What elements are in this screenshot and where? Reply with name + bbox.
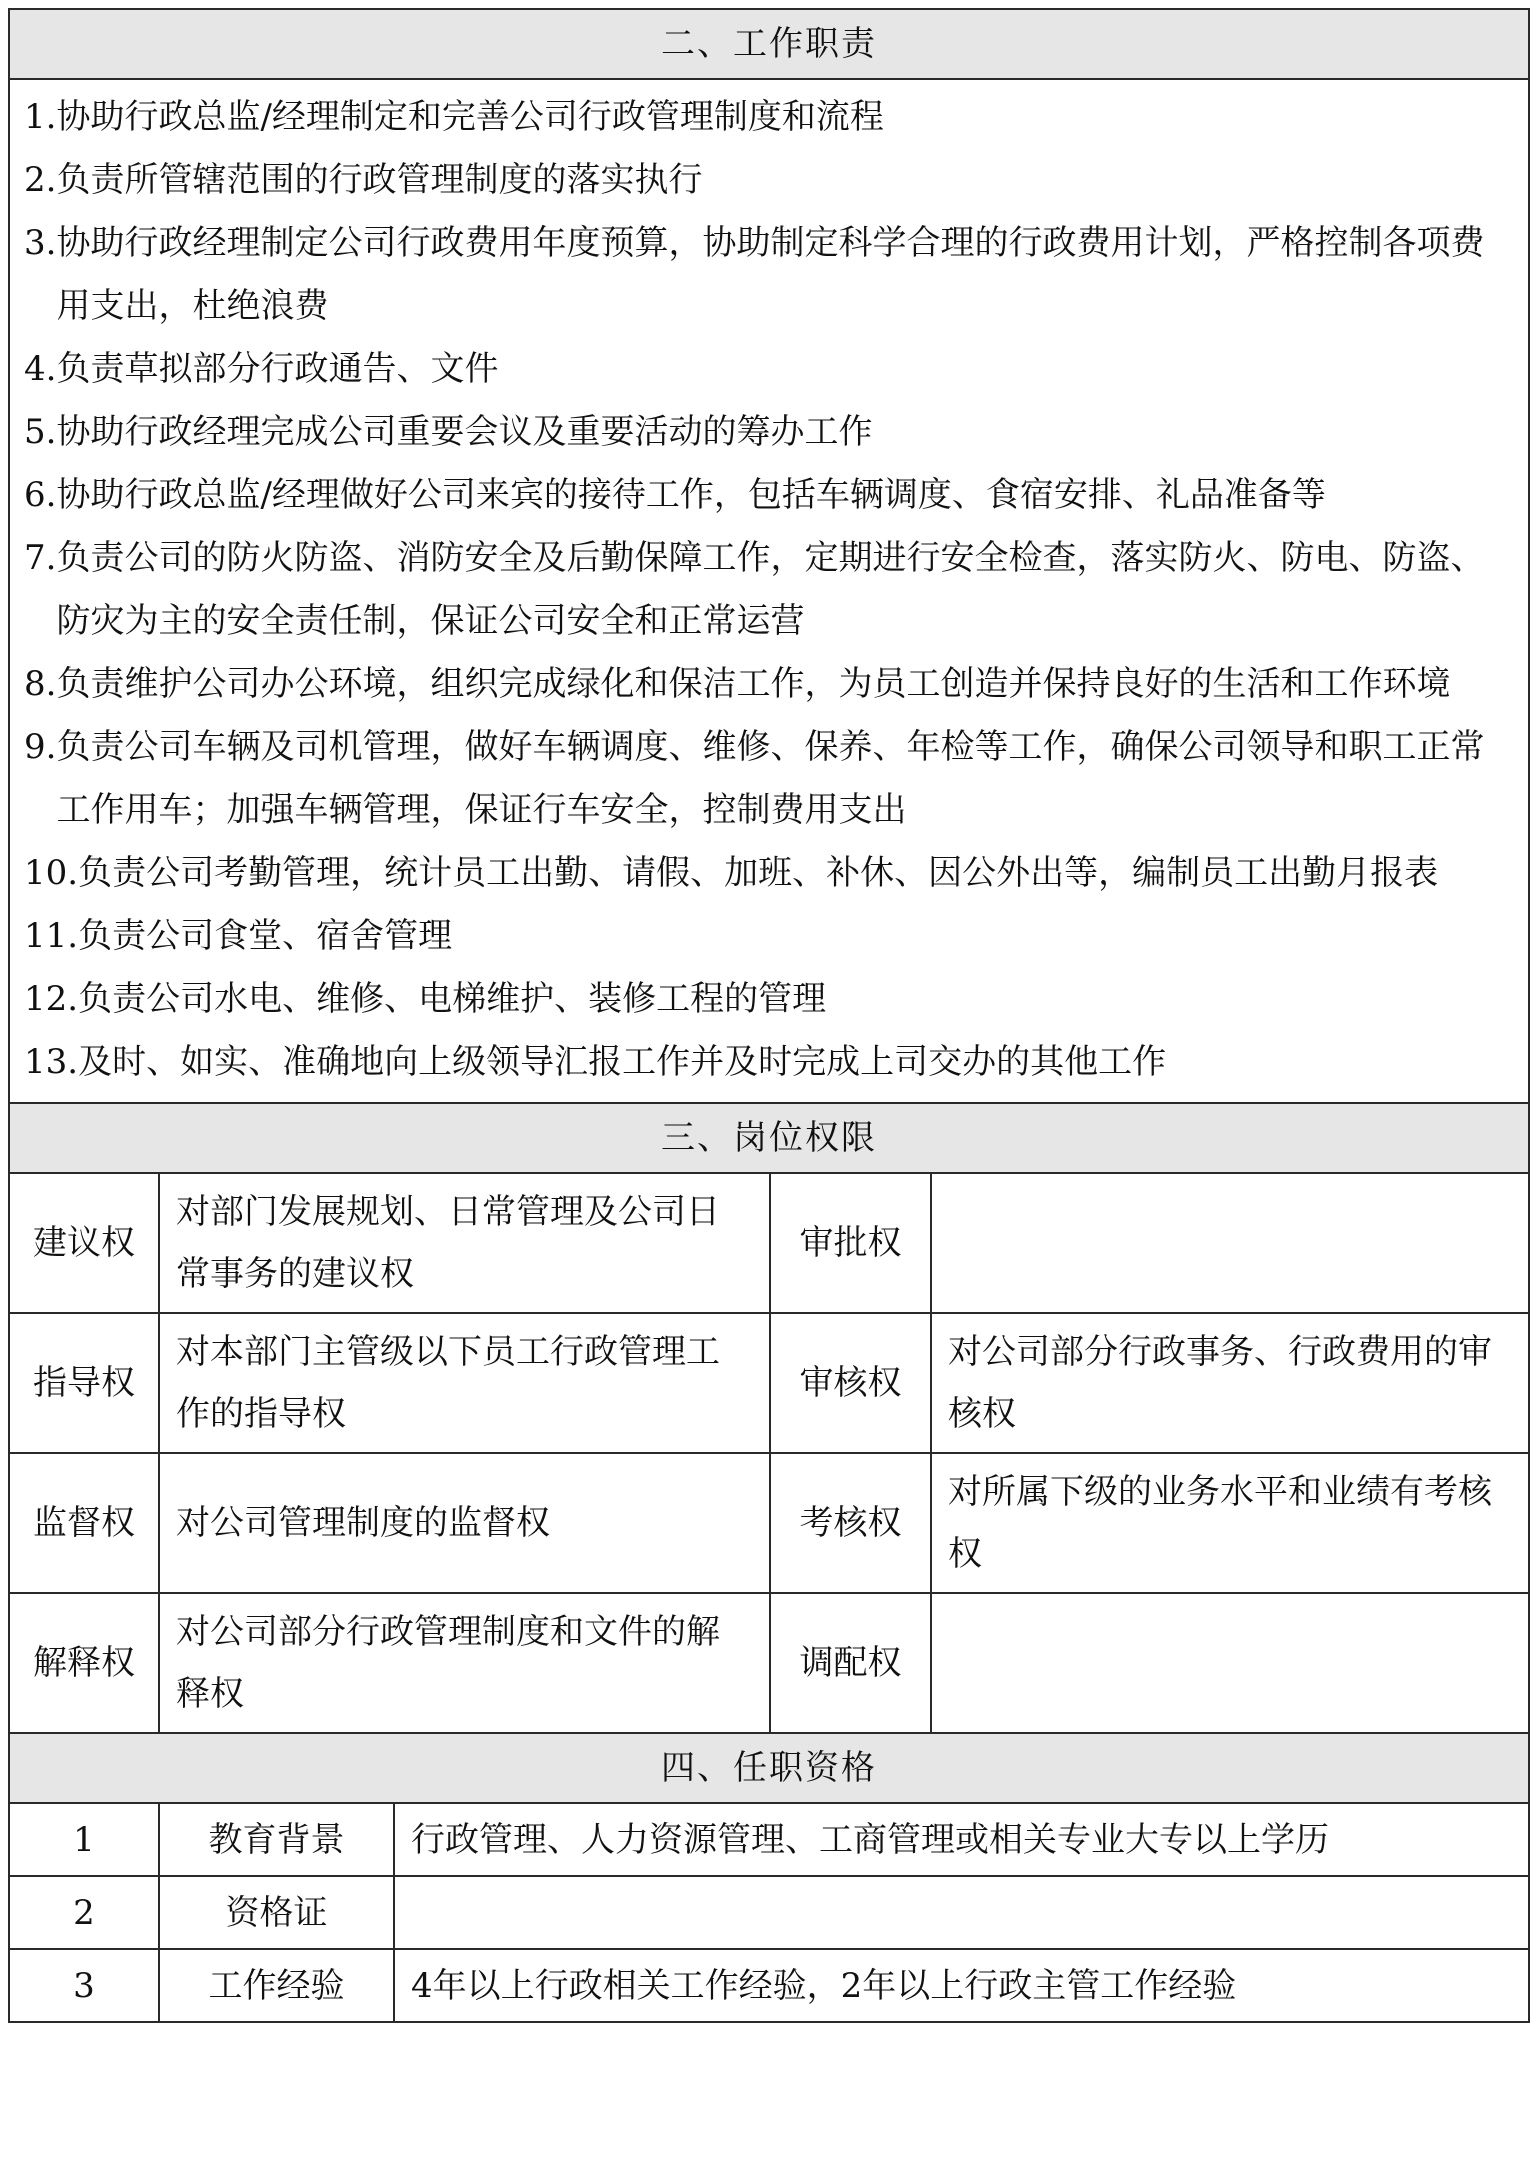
duty-item <box>24 968 1514 1031</box>
duty-number: 13. <box>24 1042 79 1082</box>
duty-number: 12. <box>24 979 79 1019</box>
permission-description: 对所属下级的业务水平和业绩有考核权 <box>931 1453 1529 1593</box>
duty-text: 负责公司车辆及司机管理，做好车辆调度、维修、保养、年检等工作，确保公司领导和职工正常工作用车；加强车辆管理，保证行车安全，控制费用支出 <box>56 727 1485 830</box>
permission-description: 对公司部分行政事务、行政费用的审核权 <box>931 1313 1529 1453</box>
duty-item <box>24 716 1514 842</box>
qualification-label: 教育背景 <box>159 1803 394 1876</box>
duties-section-title: 二、工作职责 <box>9 9 1529 79</box>
duty-text: 负责公司的防火防盗、消防安全及后勤保障工作，定期进行安全检查，落实防火、防电、防盗、防灾为主的安全责任制，保证公司安全和正常运营 <box>56 538 1485 641</box>
duty-item <box>24 401 1514 464</box>
job-description-document <box>8 8 1528 2150</box>
permission-label: 指导权 <box>9 1313 159 1453</box>
duties-header-row <box>9 9 1529 79</box>
permissions-header-row <box>9 1103 1529 1173</box>
duty-text: 负责公司水电、维修、电梯维护、装修工程的管理 <box>78 979 827 1019</box>
permission-label: 审批权 <box>770 1173 931 1313</box>
permission-label: 解释权 <box>9 1593 159 1733</box>
permission-row <box>9 1453 1529 1593</box>
qualification-label: 资格证 <box>159 1876 394 1949</box>
duties-list <box>9 79 1529 1103</box>
duty-number: 5. <box>24 412 57 452</box>
qualification-label: 工作经验 <box>159 1949 394 2022</box>
qualifications-section-title: 四、任职资格 <box>9 1733 1529 1803</box>
duty-item <box>24 1031 1514 1094</box>
qualification-number: 1 <box>9 1803 159 1876</box>
qualification-row <box>9 1803 1529 1876</box>
qualification-number: 2 <box>9 1876 159 1949</box>
qualification-description: 4年以上行政相关工作经验，2年以上行政主管工作经验 <box>394 1949 1529 2022</box>
duty-item <box>24 149 1514 212</box>
duty-text: 协助行政总监/经理做好公司来宾的接待工作，包括车辆调度、食宿安排、礼品准备等 <box>56 475 1326 515</box>
permission-label: 调配权 <box>770 1593 931 1733</box>
permissions-section-title: 三、岗位权限 <box>9 1103 1529 1173</box>
duty-item <box>24 464 1514 527</box>
qualifications-header-row <box>9 1733 1529 1803</box>
duty-item <box>24 653 1514 716</box>
job-description-table <box>8 8 1530 2023</box>
permission-label: 建议权 <box>9 1173 159 1313</box>
duty-number: 6. <box>24 475 57 515</box>
duty-text: 负责公司食堂、宿舍管理 <box>78 916 453 956</box>
duty-item <box>24 212 1514 338</box>
duty-item <box>24 338 1514 401</box>
permission-description <box>931 1593 1529 1733</box>
permission-description: 对部门发展规划、日常管理及公司日常事务的建议权 <box>159 1173 770 1313</box>
duty-text: 协助行政总监/经理制定和完善公司行政管理制度和流程 <box>56 97 884 137</box>
permission-description: 对公司部分行政管理制度和文件的解释权 <box>159 1593 770 1733</box>
duty-text: 协助行政经理制定公司行政费用年度预算，协助制定科学合理的行政费用计划，严格控制各项费用支出，杜绝浪费 <box>56 223 1485 326</box>
duty-text: 协助行政经理完成公司重要会议及重要活动的筹办工作 <box>56 412 873 452</box>
duty-number: 3. <box>24 223 57 263</box>
qualification-row <box>9 1876 1529 1949</box>
permission-row <box>9 1173 1529 1313</box>
duty-text: 负责草拟部分行政通告、文件 <box>56 349 499 389</box>
qualification-description <box>394 1876 1529 1949</box>
duty-number: 10. <box>24 853 79 893</box>
permission-description: 对本部门主管级以下员工行政管理工作的指导权 <box>159 1313 770 1453</box>
duty-text: 负责维护公司办公环境，组织完成绿化和保洁工作，为员工创造并保持良好的生活和工作环境 <box>56 664 1451 704</box>
duty-item <box>24 527 1514 653</box>
permission-label: 审核权 <box>770 1313 931 1453</box>
duty-number: 2. <box>24 160 57 200</box>
permission-description <box>931 1173 1529 1313</box>
duty-number: 11. <box>24 916 79 956</box>
permission-label: 考核权 <box>770 1453 931 1593</box>
permission-row <box>9 1593 1529 1733</box>
duty-item <box>24 905 1514 968</box>
duty-item <box>24 86 1514 149</box>
duty-number: 4. <box>24 349 57 389</box>
duties-row <box>9 79 1529 1103</box>
qualification-description: 行政管理、人力资源管理、工商管理或相关专业大专以上学历 <box>394 1803 1529 1876</box>
duty-number: 1. <box>24 97 57 137</box>
permission-row <box>9 1313 1529 1453</box>
qualification-number: 3 <box>9 1949 159 2022</box>
qualification-row <box>9 1949 1529 2022</box>
duty-item <box>24 842 1514 905</box>
permission-label: 监督权 <box>9 1453 159 1593</box>
permission-description: 对公司管理制度的监督权 <box>159 1453 770 1593</box>
duty-text: 负责所管辖范围的行政管理制度的落实执行 <box>56 160 703 200</box>
duty-number: 9. <box>24 727 57 767</box>
duty-text: 负责公司考勤管理，统计员工出勤、请假、加班、补休、因公外出等，编制员工出勤月报表 <box>78 853 1439 893</box>
duty-text: 及时、如实、准确地向上级领导汇报工作并及时完成上司交办的其他工作 <box>78 1042 1167 1082</box>
duty-number: 8. <box>24 664 57 704</box>
duty-number: 7. <box>24 538 57 578</box>
